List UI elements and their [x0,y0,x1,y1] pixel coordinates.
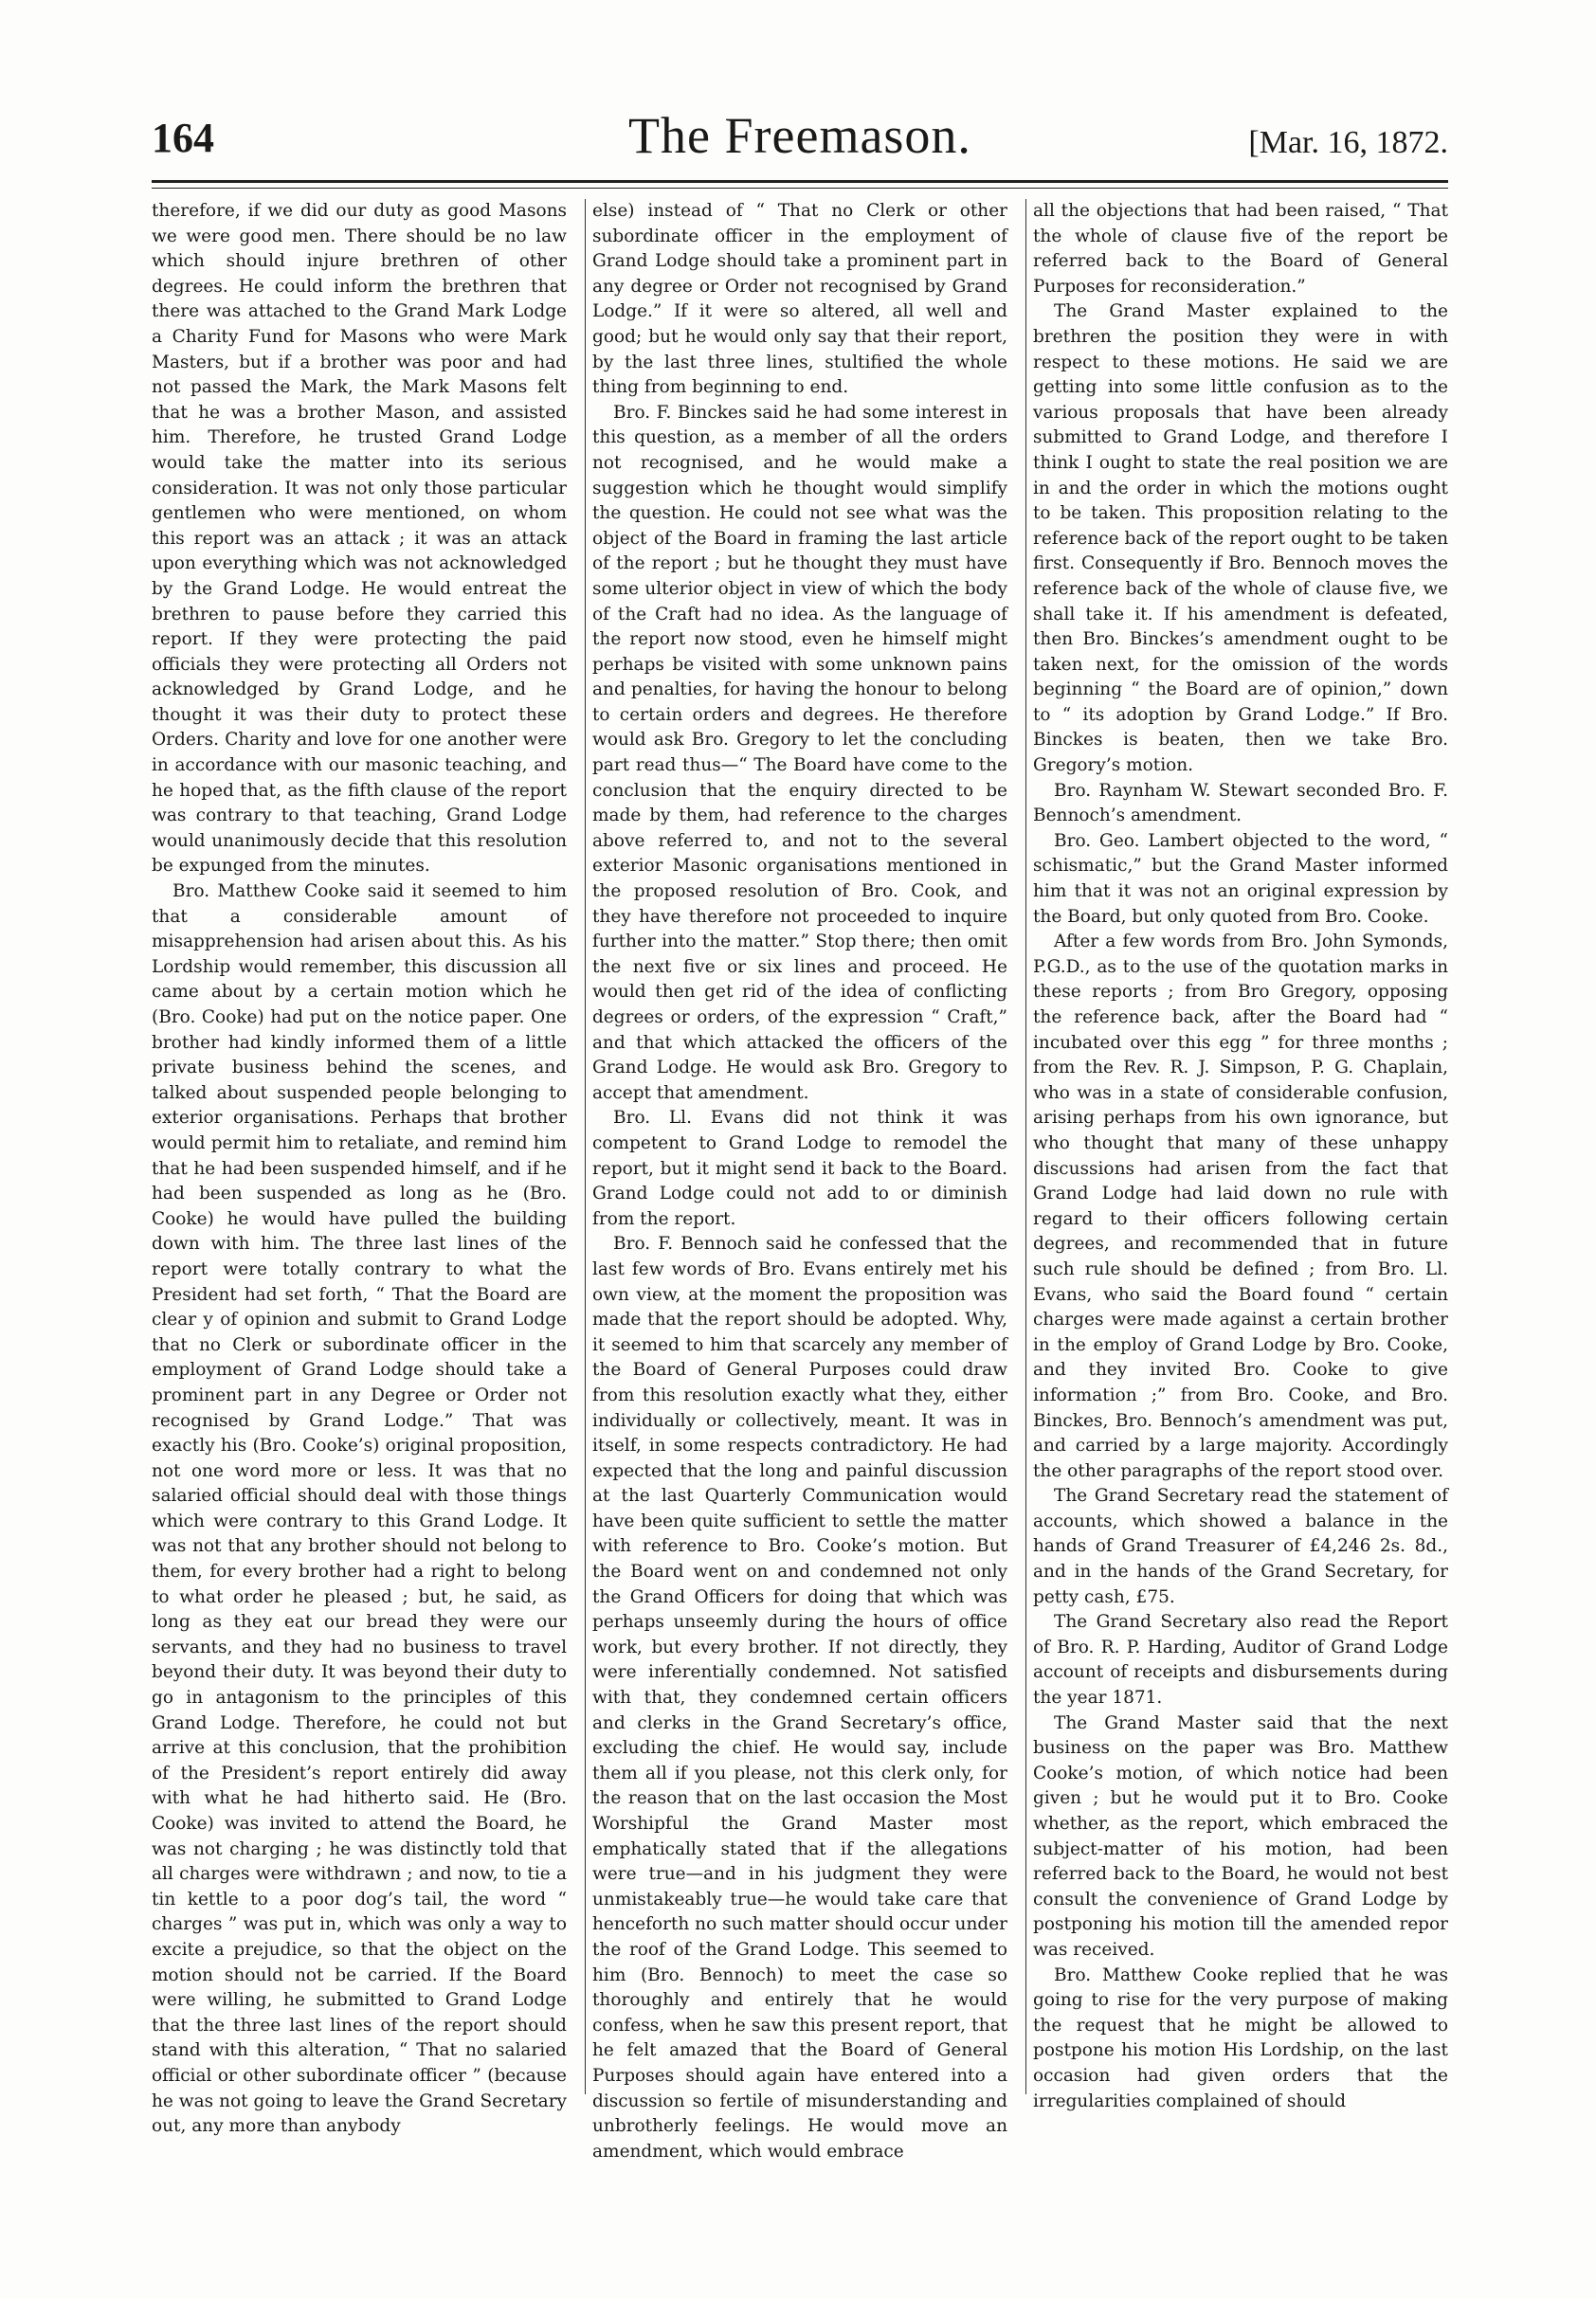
paragraph: The Grand Master explained to the brethren the position they were in with respect to these motions. He said we are getting into some little confusion as to the various proposals that have been already submitted to Grand Lodge, and therefore I think I ought to state the real position we are in and the order in which the motions ought to be taken. This proposition relating to the reference back of the report ought to be taken first. Consequently if Bro. Bennoch moves the reference back of the whole of clause five, we shall take it. If his amendment is defeated, then Bro. Binckes’s amendment ought to be taken next, for the omission of the words beginning “ the Board are of opinion,” down to “ its adoption by Grand Lodge.” If Bro. Binckes is beaten, then we take Bro. Gregory’s motion. [1033,301,1448,776]
masthead [152,106,1448,182]
column-3 [1033,199,1448,2111]
column-1 [152,199,567,2137]
paragraph: The Grand Secretary also read the Report of Bro. R. P. Harding, Auditor of Grand Lodge account of receipts and disbursements during the year 1871. [1033,1612,1448,1709]
paragraph: The Grand Master said that the next business on the paper was Bro. Matthew Cooke’s motion, of which notice had been given ; but he would put it to Bro. Cooke whether, as the report, which embraced the subject-matter of his motion, had been referred back to the Board, he would not best consult the convenience of Grand Lodge by postponing his motion till the amended repor was received. [1033,1712,1448,1960]
paragraph: Bro. Matthew Cooke said it seemed to him that a considerable amount of misapprehension had arisen about this. As his Lordship would remember, this discussion all came about by a certain motion which he (Bro. Cooke) had put on the notice paper. One brother had kindly informed them of a little private business behind the scenes, and talked about suspended people belonging to exterior organisations. Perhaps that brother would permit him to retaliate, and remind him that he had been suspended himself, and if he had been suspended as long as he (Bro. Cooke) he would have pulled the building down with him. The three last lines of the report were totally contrary to what the President had set forth, “ That the Board are clear y of opinion and submit to Grand Lodge that no Clerk or subordinate officer in the employment of Grand Lodge should take a prominent part in any Degree or Order not recognised by Grand Lodge.” That was exactly his (Bro. Cooke’s) original proposition, not one word more or less. It was that no salaried official should deal with those things which were contrary to this Grand Lodge. It was not that any brother should not belong to them, for every brother had a right to belong to what order he pleased ; but, he said, as long as they eat our bread they were our servants, and they had no business to travel beyond their duty. It was beyond their duty to go in antagonism to the principles of this Grand Lodge. Therefore, he could not but arrive at this conclusion, that the prohibition of the President’s report entirely did away with what he had hitherto said. He (Bro. Cooke) was invited to attend the Board, he was not charging ; he was distinctly told that all charges were withdrawn ; and now, to tie a tin kettle to a poor dog’s tail, the word “ charges ” was put in, which was only a way to excite a prejudice, so that the object on the motion should not be carried. If the Board were willing, he submitted to Grand Lodge that the three last lines of the report should stand with this alteration, “ That no salaried official or other subordinate officer ” (because he was not going to leave the Grand Secretary out, any more than anybody [152,881,567,2137]
paragraph: Bro. Matthew Cooke replied that he was going to rise for the very purpose of making the request that he might be allowed to postpone his motion His Lordship, on the last occasion had given orders that the irregularities complained of should [1033,1964,1448,2111]
paragraph: Bro. Raynham W. Stewart seconded Bro. F. Bennoch’s amendment. [1033,780,1448,826]
column-2 [592,199,1007,2162]
issue-date: [Mar. 16, 1872. [1248,125,1448,160]
paragraph: Bro. Geo. Lambert objected to the word, “ schismatic,” but the Grand Master informed him that it was not an original expression by the Board, but only quoted from Bro. Cooke. [1033,830,1448,927]
paragraph: else) instead of “ That no Clerk or other subordinate officer in the employment of Grand Lodge should take a prominent part in any degree or Order not recognised by Grand Lodge.” If it were so altered, all well and good; but he would only say that their report, by the last three lines, stultified the whole thing from beginning to end. [592,201,1007,398]
header-rule-thin [152,188,1448,189]
article-columns [152,199,1448,2162]
header-rule-thick [152,180,1448,183]
page-number: 164 [152,115,214,161]
paragraph: Bro. F. Binckes said he had some interest in this question, as a member of all the orders not recognised, and he would make a suggestion which he thought would simplify the question. He could not see what was the object of the Board in framing the last article of the report ; but he thought they must have some ulterior object in view of which the body of the Craft had no idea. As the language of the report now stood, even he himself might perhaps be visited with some unknown pains and penalties, for having the honour to belong to certain orders and degrees. He therefore would ask Bro. Gregory to let the concluding part read thus—“ The Board have come to the conclusion that the enquiry directed to be made by them, had reference to the charges above referred to, and not to the several exterior Masonic organisations mentioned in the proposed resolution of Bro. Cook, and they have therefore not proceeded to inquire further into the matter.” Stop there; then omit the next five or six lines and proceed. He would then get rid of the idea of conflicting degrees or orders, of the expression “ Craft,” and that which attacked the officers of the Grand Lodge. He would ask Bro. Gregory to accept that amendment. [592,402,1007,1103]
paragraph: After a few words from Bro. John Symonds, P.G.D., as to the use of the quotation marks in these reports ; from Bro Gregory, opposing the reference back, after the Board had “ incubated over this egg ” for three months ; from the Rev. R. J. Simpson, P. G. Chaplain, who was in a state of considerable confusion, arising perhaps from his own ignorance, but who thought that many of these unhappy discussions had arisen from the fact that Grand Lodge had laid down no rule with regard to their officers following certain degrees, and recommended that in future such rule should be defined ; from Bro. Ll. Evans, who said the Board found “ certain charges were made against a certain brother in the employ of Grand Lodge by Bro. Cooke, and they invited Bro. Cooke to give information ;” from Bro. Cooke, and Bro. Binckes, Bro. Bennoch’s amendment was put, and carried by a large majority. Accordingly the other paragraphs of the report stood over. [1033,932,1448,1481]
paragraph: all the objections that had been raised, “ That the whole of clause five of the report be referred back to the Board of General Purposes for reconsideration.” [1033,201,1448,297]
paragraph: The Grand Secretary read the statement of accounts, which showed a balance in the hands of Grand Treasurer of £4,246 2s. 8d., and in the hands of the Grand Secretary, for petty cash, £75. [1033,1486,1448,1607]
paragraph: Bro. Ll. Evans did not think it was competent to Grand Lodge to remodel the report, but it might send it back to the Board. Grand Lodge could not add to or diminish from the report. [592,1108,1007,1229]
publication-title: The Freemason. [628,107,971,164]
paragraph: therefore, if we did our duty as good Masons we were good men. There should be no law which should injure brethren of other degrees. He could inform the brethren that there was attached to the Grand Mark Lodge a Charity Fund for Masons who were Mark Masters, but if a brother was poor and had not passed the Mark, the Mark Masons felt that he was a brother Mason, and assisted him. Therefore, he trusted Grand Lodge would take the matter into its serious consideration. It was not only those particular gentlemen who were mentioned, on whom this report was an attack ; it was an attack upon everything which was not acknowledged by the Grand Lodge. He would entreat the brethren to pause before they carried this report. If they were protecting the paid officials they were protecting all Orders not acknowledged by Grand Lodge, and he thought it was their duty to protect these Orders. Charity and love for one another were in accordance with our masonic teaching, and he hoped that, as the fifth clause of the report was contrary to that teaching, Grand Lodge would unanimously decide that this resolution be expunged from the minutes. [152,201,567,877]
paragraph: Bro. F. Bennoch said he confessed that the last few words of Bro. Evans entirely met his own view, at the moment the proposition was made that the report should be adopted. Why, it seemed to him that scarcely any member of the Board of General Purposes could draw from this resolution exactly what they, either individually or collectively, meant. It was in itself, in some respects contradictory. He had expected that the long and painful discussion at the last Quarterly Communication would have been quite sufficient to settle the matter with reference to Bro. Cooke’s motion. But the Board went on and condemned not only the Grand Officers for doing that which was perhaps unseemly during the hours of office work, but every brother. If not directly, they were inferentially condemned. Not satisfied with that, they condemned certain officers and clerks in the Grand Secretary’s office, excluding the chief. He would say, include them all if you please, not this clerk only, for the reason that on the last occasion the Most Worshipful the Grand Master most emphatically stated that if the allegations were true—and in his judgment they were unmistakeably true—he would take care that henceforth no such matter should occur under the roof of the Grand Lodge. This seemed to him (Bro. Bennoch) to meet the case so thoroughly and entirely that he would confess, when he saw this present report, that he felt amazed that the Board of General Purposes should again have entered into a discussion so fertile of misunderstanding and unbrotherly feelings. He would move an amendment, which would embrace [592,1234,1007,2162]
